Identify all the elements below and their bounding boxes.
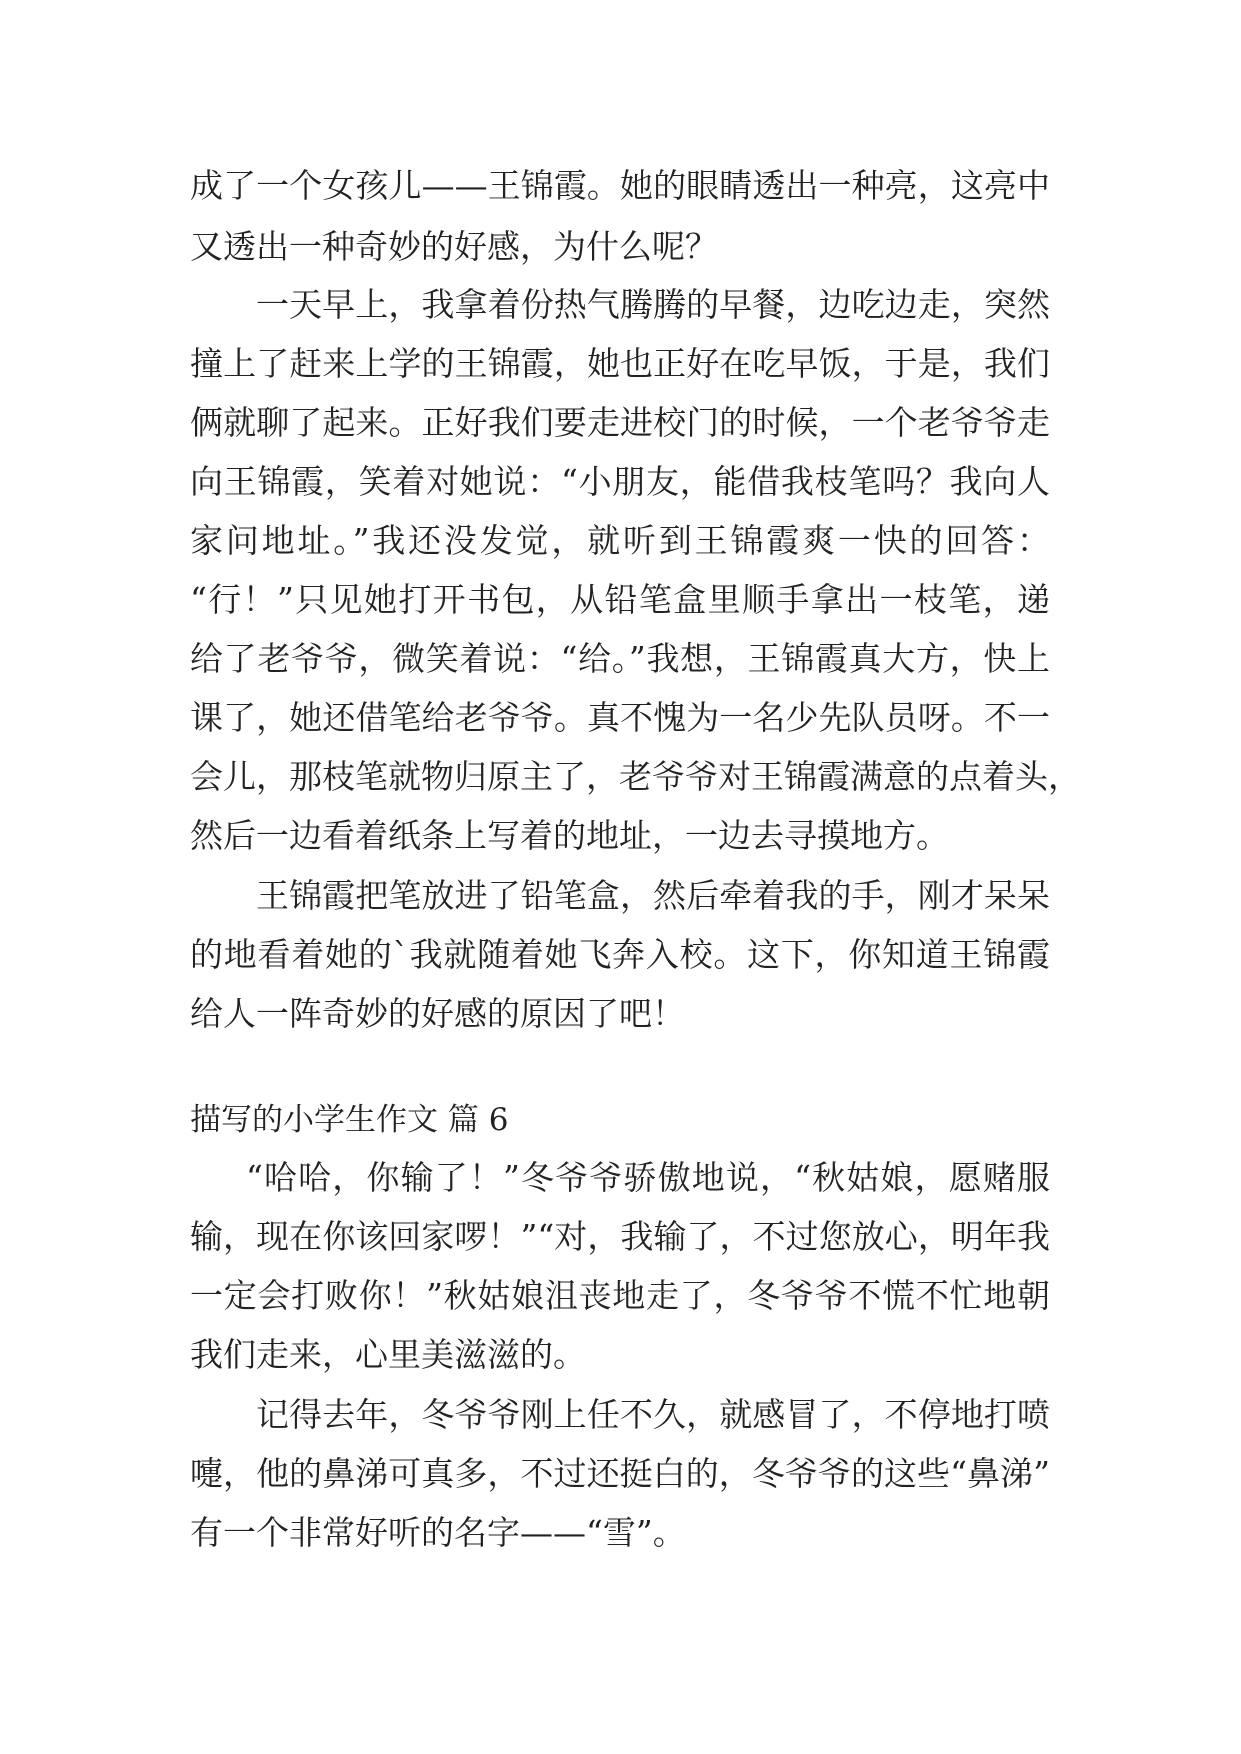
paragraph-line: 王锦霞把笔放进了铅笔盒，然后牵着我的手，刚才呆呆 (256, 876, 1050, 915)
paragraph-line: 的地看着她的`我就随着她飞奔入校。这下，你知道王锦霞 (190, 935, 1050, 974)
paragraph-line: 家问地址。”我还没发觉，就听到王锦霞爽一快的回答： (190, 521, 1050, 560)
paragraph-line: 记得去年，冬爷爷刚上任不久，就感冒了，不停地打喷 (256, 1395, 1050, 1434)
paragraph-line: 嚏，他的鼻涕可真多，不过还挺白的，冬爷爷的这些“鼻涕” (190, 1454, 1050, 1493)
paragraph-line: 给了老爷爷，微笑着说：“给。”我想，王锦霞真大方，快上 (190, 639, 1050, 678)
paragraph-line: 我们走来，心里美滋滋的。 (190, 1335, 586, 1374)
paragraph-line: 然后一边看着纸条上写着的地址，一边去寻摸地方。 (190, 816, 949, 855)
paragraph-line: 俩就聊了起来。正好我们要走进校门的时候，一个老爷爷走 (190, 403, 1050, 442)
section-heading: 描写的小学生作文 篇 6 (190, 1102, 509, 1138)
paragraph-line: 给人一阵奇妙的好感的原因了吧！ (190, 994, 685, 1033)
paragraph-line: “哈哈，你输了！”冬爷爷骄傲地说，“秋姑娘，愿赌服 (246, 1158, 1050, 1197)
paragraph-line: 课了，她还借笔给老爷爷。真不愧为一名少先队员呀。不一 (190, 698, 1050, 737)
paragraph-line: 向王锦霞，笑着对她说：“小朋友，能借我枝笔吗？我向人 (190, 462, 1050, 501)
paragraph-line: “行！”只见她打开书包，从铅笔盒里顺手拿出一枝笔，递 (190, 580, 1050, 619)
paragraph-line: 输，现在你该回家啰！”“对，我输了，不过您放心，明年我 (190, 1217, 1050, 1256)
paragraph-line: 撞上了赶来上学的王锦霞，她也正好在吃早饭，于是，我们 (190, 344, 1050, 383)
paragraph-line: 成了一个女孩儿——王锦霞。她的眼睛透出一种亮，这亮中 (190, 166, 1050, 205)
paragraph-line: 又透出一种奇妙的好感，为什么呢？ (190, 227, 718, 266)
paragraph-line: 一天早上，我拿着份热气腾腾的早餐，边吃边走，突然 (256, 285, 1050, 324)
paragraph-line: 会儿，那枝笔就物归原主了，老爷爷对王锦霞满意的点着头， (190, 757, 1081, 796)
paragraph-line: 有一个非常好听的名字——“雪”。 (190, 1513, 686, 1552)
paragraph-line: 一定会打败你！”秋姑娘沮丧地走了，冬爷爷不慌不忙地朝 (190, 1276, 1050, 1315)
